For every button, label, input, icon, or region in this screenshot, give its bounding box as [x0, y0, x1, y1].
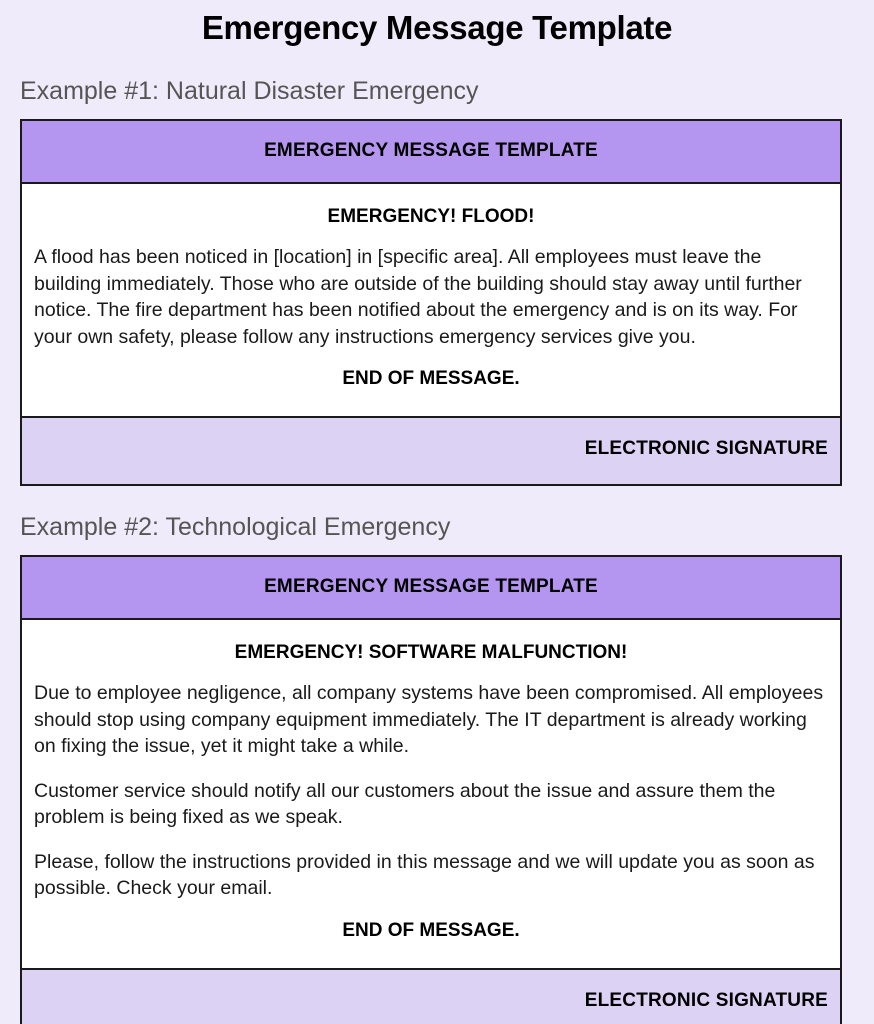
electronic-signature-cell-1[interactable]: ELECTRONIC SIGNATURE — [21, 417, 841, 485]
table-row — [21, 120, 841, 183]
emergency-template-table-1 — [20, 119, 842, 486]
example-section-2 — [20, 511, 854, 1024]
section-label-1: Example #1: Natural Disaster Emergency — [20, 77, 479, 105]
template-header-cell-1: EMERGENCY MESSAGE TEMPLATE — [21, 120, 841, 183]
template-body-cell-1 — [21, 183, 841, 417]
table-row — [21, 556, 841, 619]
table-row — [21, 417, 841, 485]
message-paragraph: A flood has been noticed in [location] in [specific area]. All employees must leave the building immediately. Those who are outside of the building should stay away until further notice. The fire department has been notified about the emergency and is on its way. For your own safety, please follow any instructions emergency services give you. — [34, 246, 802, 348]
template-body-cell-2 — [21, 619, 841, 969]
message-paragraph: Due to employee negligence, all company systems have been compromised. All employees should stop using company equipment immediately. The IT department is already working on fixing the issue, yet it might take a while. — [34, 682, 824, 757]
end-of-message-2: END OF MESSAGE. — [342, 919, 520, 941]
page-title: Emergency Message Template — [201, 9, 673, 46]
table-row — [21, 969, 841, 1024]
emergency-template-table-2 — [20, 555, 842, 1024]
table-row — [21, 619, 841, 969]
table-row — [21, 183, 841, 417]
template-header-cell-2: EMERGENCY MESSAGE TEMPLATE — [21, 556, 841, 619]
alert-heading-2: EMERGENCY! SOFTWARE MALFUNCTION! — [234, 642, 628, 663]
section-label-2: Example #2: Technological Emergency — [20, 513, 451, 541]
message-paragraph: Please, follow the instructions provided in this message and we will update you as soon as possible. Check your email. — [34, 850, 815, 899]
alert-heading-1: EMERGENCY! FLOOD! — [327, 206, 535, 227]
example-section-1 — [20, 75, 854, 486]
electronic-signature-cell-2[interactable]: ELECTRONIC SIGNATURE — [21, 969, 841, 1024]
message-paragraph: Customer service should notify all our customers about the issue and assure them the problem is being fixed as we speak. — [34, 779, 776, 828]
end-of-message-1: END OF MESSAGE. — [342, 368, 520, 389]
